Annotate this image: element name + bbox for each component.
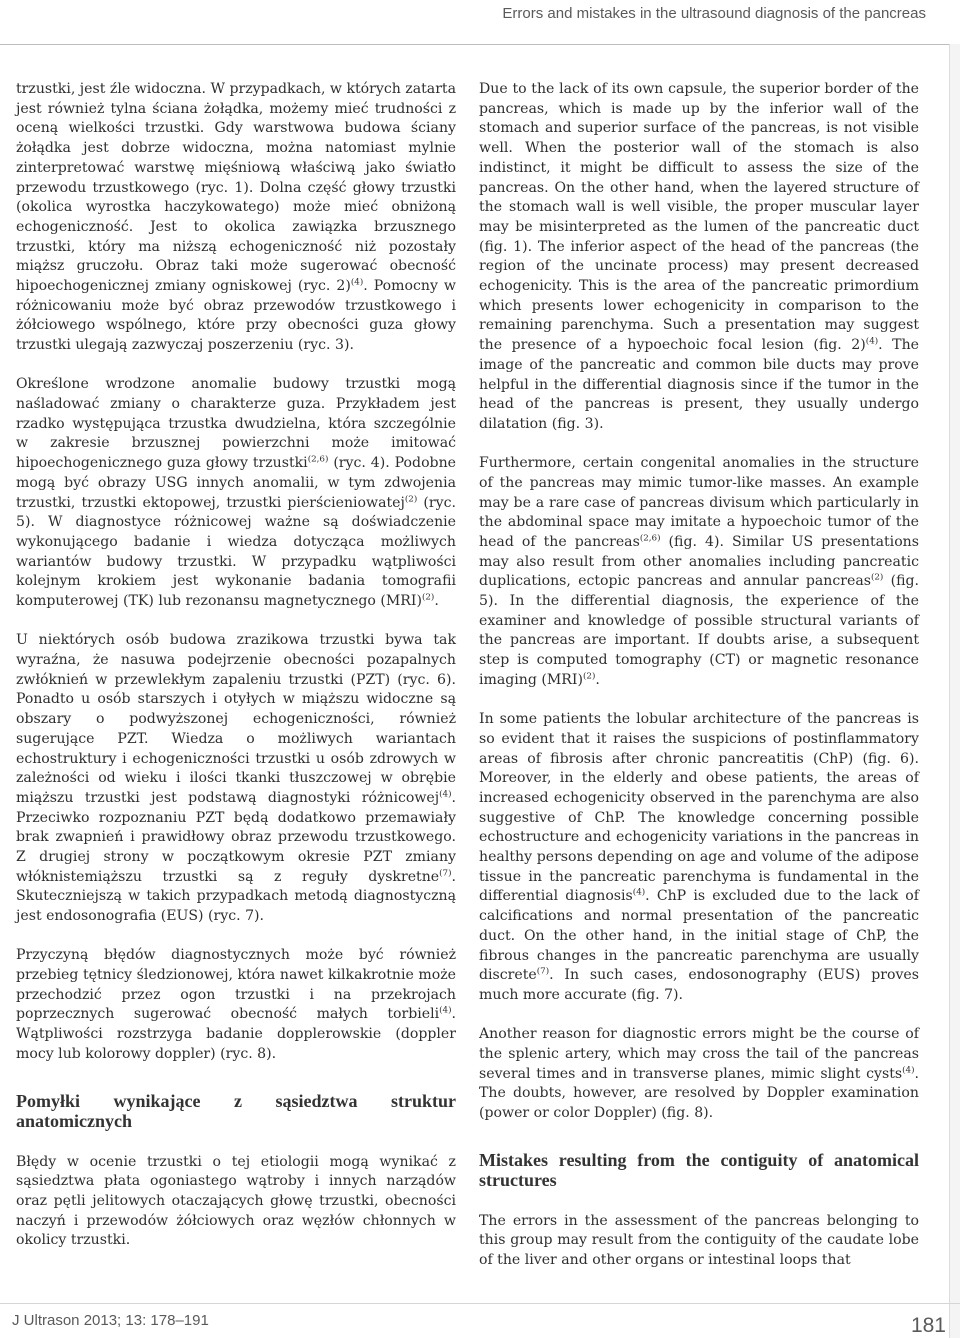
journal-citation: J Ultrason 2013; 13: 178–191 xyxy=(12,1312,209,1329)
paragraph: Określone wrodzone anomalie budowy trzustki mogą naśladować zmiany o charakterze guza. Przykładem jest rzadko występująca trzustka dwudzielna, która szczególnie w zakresie brzusznej powierzchni może imitować hipoechogenicznego guza głowy trzustki$^{(2,6)}$ (ryc. 4). Podobne mogą być obrazy USG innych anomalii, w tym zdwojenia trzustki, trzustki ektopowej, trzustki pierścieniowatej$^{(2)}$ (ryc. 5). W diagnostyce różnicowej ważne są doświadczenie wykonującego badanie i wiedza dotycząca możliwych wariantów budowy trzustki. W przypadku wątpliwości kolejnym krokiem jest wykonanie badania tomografii komputerowej (TK) lub rezonansu magnetycznego (MRI)$^{(2)}$. xyxy=(16,376,456,610)
section-heading: Mistakes resulting from the contiguity of anatomical structures xyxy=(479,1149,919,1190)
paragraph: Another reason for diagnostic errors might be the course of the splenic artery, which may cross the tail of the pancreas several times and in transverse planes, mimic slight cysts$^{(4)}$. The doubts, however, are resolved by Doppler examination (power or color Doppler) (fig. 8). xyxy=(479,1026,919,1121)
header-divider xyxy=(0,44,960,45)
paragraph: U niektórych osób budowa zrazikowa trzustki bywa tak wyraźna, że nasuwa podejrzenie obecności pozapalnych zwłóknień w przewlekłym zapaleniu trzustki (PZT) (ryc. 6). Ponadto u osób starszych i otyłych w miąższu widoczne są obszary o podwyższonej echogeniczności, również sugerujące PZT. Wiedza o możliwych wariantach echostruktury i echogeniczności trzustki u osób zdrowych w zależności od wieku i ilości tkanki tłuszczowej w obrębie miąższu trzustki jest podstawą diagnostyki różnicowej$^{(4)}$. Przeciwko rozpoznaniu PZT będą dodatkowo przemawiały brak zwapnień i prawidłowy obraz przewodu trzustkowego. Z drugiej strony w początkowym okresie PZT zmiany włóknistemiąższu trzustki są z reguły dyskretne$^{(7)}$. Skuteczniejszą w takich przypadkach metodą diagnostyczną jest endosonografia (EUS) (ryc. 7). xyxy=(16,632,456,925)
paragraph: trzustki, jest źle widoczna. W przypadkach, w których zatarta jest również tylna ściana żołądka, możemy mieć trudności z oceną wielkości trzustki. Gdy warstwowa budowa ściany żołądka jest dobrze widoczna, można natomiast mylnie zinterpretować warstwę mięśniową właściwą jako światło przewodu trzustkowego (ryc. 1). Dolna część głowy trzustki (okolica wyrostka haczykowatego) może mieć obniżoną echogeniczność. Jest to okolica zawiązka brzusznego trzustki, który ma niższą echogeniczność niż pozostały miąższ gruczołu. Obraz taki może sugerować obecność hipoechogenicznej zmiany ogniskowej (ryc. 2)$^{(4)}$. Pomocny w różnicowaniu może być obraz przewodów trzustkowego i żółciowego wspólnego, które przy obecności guza głowy trzustki ulegają zazwyczaj poszerzeniu (ryc. 3). xyxy=(16,81,456,354)
section-heading: Pomyłki wynikające z sąsiedztwa struktur anatomicznych xyxy=(16,1090,456,1131)
paragraph: Furthermore, certain congenital anomalies in the structure of the pancreas may mimic tumor-like masses. An example may be a rare case of pancreas divisum which particularly in the abdominal space may imitate a hypoechoic tumor of the head of the pancreas$^{(2,6)}$ (fig. 4). Similar US presentations may also result from other anomalies including pancreatic duplications, ectopic pancreas and annular pancreas$^{(2)}$ (fig. 5). In the differential diagnosis, the experience of the examiner and knowledge of possible structural variants of the pancreas are important. If doubts arise, a subsequent step is computed tomography (CT) or magnetic resonance imaging (MRI)$^{(2)}$. xyxy=(479,455,919,688)
paragraph: Due to the lack of its own capsule, the superior border of the pancreas, which is made up by the inferior wall of the stomach and superior surface of the pancreas, is not visible well. When the posterior wall of the stomach is also indistinct, it might be difficult to assess the size of the pancreas. On the other hand, when the layered structure of the stomach wall is well visible, the proper muscular layer may be misinterpreted as the lumen of the pancreatic duct (fig. 1). The inferior aspect of the head of the pancreas (the region of the uncinate process) may present decreased echogenicity. This is the area of the pancreatic primordium which presents lower echogenicity in comparison to the remaining parenchyma. Such a presentation may suggest the presence of a hypoechoic focal lesion (fig. 2)$^{(4)}$. The image of the pancreatic and common bile ducts may prove helpful in the differential diagnosis since if the tumor in the head of the pancreas is present, they usually undergo dilatation (fig. 3). xyxy=(479,81,919,432)
paragraph: Błędy w ocenie trzustki o tej etiologii mogą wynikać z sąsiedztwa płata ogoniastego wątroby i innych narządów oraz pętli jelitowych otaczających głowę trzustki, obecności naczyń i przewodów żółciowych oraz węzłów chłonnych w okolicy trzustki. xyxy=(16,1153,456,1249)
running-header xyxy=(0,0,960,28)
footer-divider xyxy=(0,1303,960,1304)
paragraph: Przyczyną błędów diagnostycznych może być również przebieg tętnicy śledzionowej, która nawet kilkakrotnie może przechodzić przez ogon trzustki i na przekrojach poprzecznych sugerować obecność małych torbieli$^{(4)}$. Wątpliwości rozstrzyga badanie dopplerowskie (doppler mocy lub kolorowy doppler) (ryc. 8). xyxy=(16,947,456,1062)
column-polish xyxy=(16,80,456,1271)
paragraph: In some patients the lobular architecture of the pancreas is so evident that it raises the suspicions of postinflammatory areas of fibrosis after chronic pancreatitis (ChP) (fig. 6). Moreover, in the elderly and obese patients, the areas of increased echogenicity observed in the parenchyma are also suggestive of ChP. The knowledge concerning possible echostructure and echogenicity variations in the pancreas in healthy persons depending on age and volume of the adipose tissue in the pancreatic parenchyma is fundamental in the differential diagnosis$^{(4)}$. ChP is excluded due to the lack of calcifications and normal presentation of the pancreatic duct. On the other hand, in the initial stage of ChP, the fibrous changes in the pancreatic parenchyma are usually discrete$^{(7)}$. In such cases, endosonography (EUS) proves much more accurate (fig. 7). xyxy=(479,711,919,1003)
page-number: 181 xyxy=(910,1314,946,1337)
paragraph: The errors in the assessment of the pancreas belonging to this group may result from the contiguity of the caudate lobe of the liver and other organs or intestinal loops that xyxy=(479,1212,919,1269)
page-edge xyxy=(949,44,960,1338)
column-english xyxy=(479,80,919,1290)
running-title: Errors and mistakes in the ultrasound diagnosis of the pancreas xyxy=(502,5,926,22)
